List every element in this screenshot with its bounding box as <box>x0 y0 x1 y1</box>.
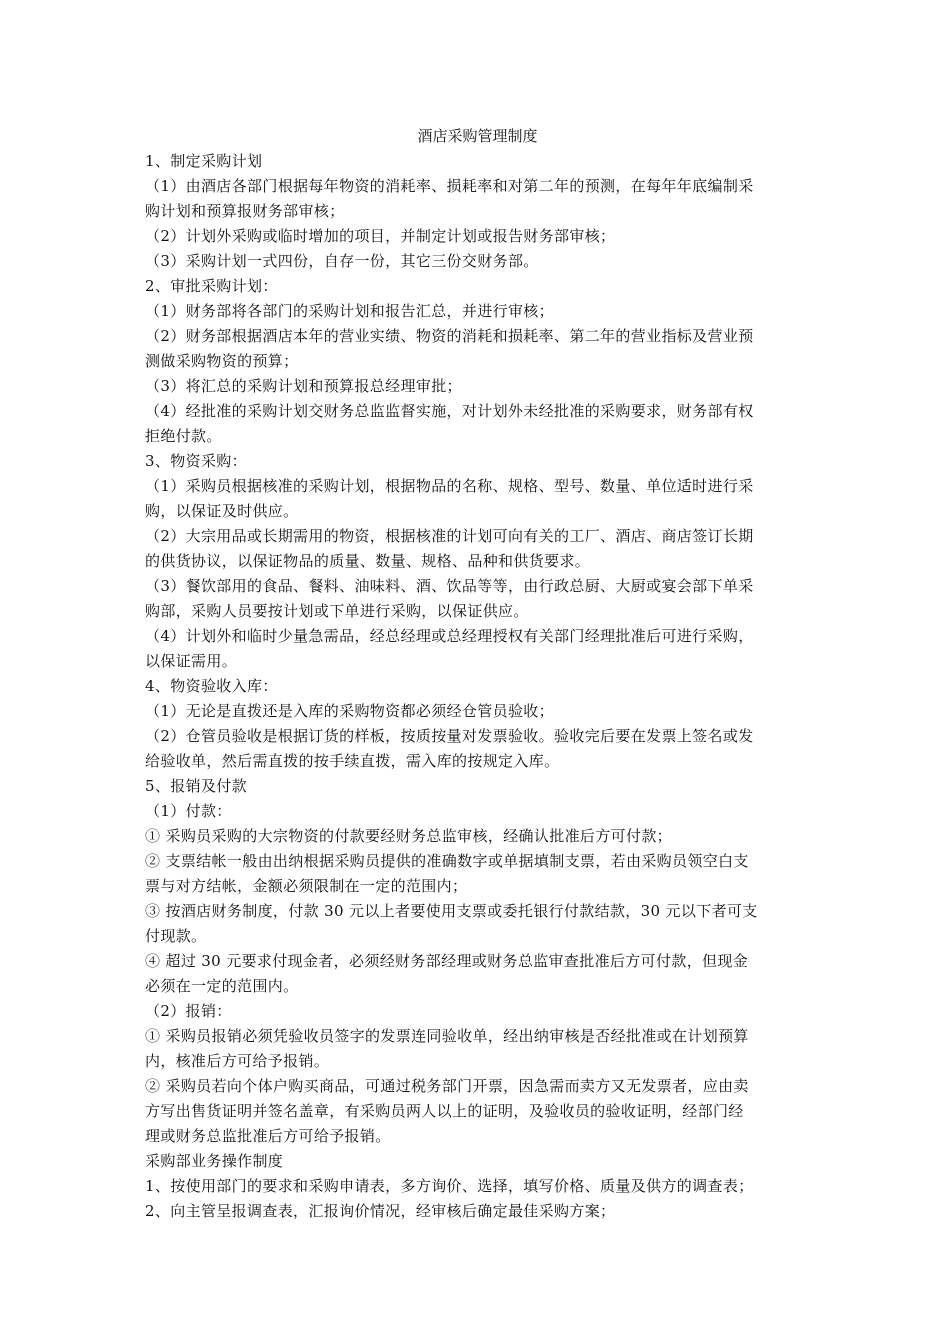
text-line: 采购部业务操作制度 <box>145 1152 284 1170</box>
text-line: （2）大宗用品或长期需用的物资，根据核准的计划可向有关的工厂、酒店、商店签订长期 <box>145 527 754 545</box>
text-line: 内，核准后方可给予报销。 <box>145 1052 330 1070</box>
text-line: （3）餐饮部用的食品、餐料、油味料、酒、饮品等等，由行政总厨、大厨或宴会部下单采 <box>145 577 754 595</box>
text-line: 给验收单，然后需直拨的按手续直拨，需入库的按规定入库。 <box>145 752 560 770</box>
text-line: 1、制定采购计划 <box>145 152 263 170</box>
text-line: 方写出售货证明并签名盖章，有采购员两人以上的证明，及验收员的验收证明，经部门经 <box>145 1102 744 1120</box>
text-line: 付现款。 <box>145 927 207 945</box>
text-line: ② 采购员若向个体户购买商品，可通过税务部门开票，因急需而卖方又无发票者，应由卖 <box>145 1077 749 1095</box>
text-line: 拒绝付款。 <box>145 427 222 445</box>
text-line: ③ 按酒店财务制度，付款 30 元以上者要使用支票或委托银行付款结款，30 元以下者可支 <box>145 902 758 920</box>
text-line: （1）由酒店各部门根据每年物资的消耗率、损耗率和对第二年的预测，在每年年底编制采 <box>145 177 754 195</box>
text-line: ④ 超过 30 元要求付现金者，必须经财务部经理或财务总监审查批准后方可付款，但现金 <box>145 952 749 970</box>
text-line: 必须在一定的范围内。 <box>145 977 299 995</box>
document-body <box>145 149 810 1224</box>
text-line: 的供货协议，以保证物品的质量、数量、规格、品种和供货要求。 <box>145 552 591 570</box>
text-line: 2、向主管呈报调查表，汇报询价情况，经审核后确定最佳采购方案； <box>145 1202 616 1220</box>
text-line: （2）报销： <box>145 1002 232 1020</box>
text-line: 购部，采购人员要按计划或下单进行采购，以保证供应。 <box>145 602 529 620</box>
text-line: （3）将汇总的采购计划和预算报总经理审批； <box>145 377 462 395</box>
document-page <box>145 124 810 1224</box>
text-line: 3、物资采购： <box>145 452 247 470</box>
text-line: ② 支票结帐一般由出纳根据采购员提供的准确数字或单据填制支票，若由采购员领空白支 <box>145 852 749 870</box>
text-line: （2）仓管员验收是根据订货的样板，按质按量对发票验收。验收完后要在发票上签名或发 <box>145 727 754 745</box>
text-line: 以保证需用。 <box>145 652 238 670</box>
text-line: 票与对方结帐，金额必须限制在一定的范围内； <box>145 877 468 895</box>
document-title: 酒店采购管理制度 <box>417 127 538 145</box>
text-line: （1）采购员根据核准的采购计划，根据物品的名称、规格、型号、数量、单位适时进行采 <box>145 477 754 495</box>
text-line: 2、审批采购计划： <box>145 277 278 295</box>
text-line: 1、按使用部门的要求和采购申请表，多方询价、选择，填写价格、质量及供方的调查表； <box>145 1177 754 1195</box>
text-line: 5、报销及付款 <box>145 777 247 795</box>
text-line: 测做采购物资的预算； <box>145 352 299 370</box>
text-line: 理或财务总监批准后方可给予报销。 <box>145 1127 391 1145</box>
text-line: 购计划和预算报财务部审核； <box>145 202 345 220</box>
text-line: （3）采购计划一式四份，自存一份，其它三份交财务部。 <box>145 252 539 270</box>
text-line: 购，以保证及时供应。 <box>145 502 299 520</box>
text-line: （2）财务部根据酒店本年的营业实绩、物资的消耗和损耗率、第二年的营业指标及营业预 <box>145 327 754 345</box>
text-line: ① 采购员报销必须凭验收员签字的发票连同验收单，经出纳审核是否经批准或在计划预算 <box>145 1027 749 1045</box>
text-line: 4、物资验收入库： <box>145 677 278 695</box>
text-line: （2）计划外采购或临时增加的项目，并制定计划或报告财务部审核； <box>145 227 616 245</box>
text-line: （1）财务部将各部门的采购计划和报告汇总，并进行审核； <box>145 302 554 320</box>
text-line: ① 采购员采购的大宗物资的付款要经财务总监审核，经确认批准后方可付款； <box>145 827 673 845</box>
text-line: （1）付款： <box>145 802 232 820</box>
text-line: （4）计划外和临时少量急需品，经总经理或总经理授权有关部门经理批准后可进行采购， <box>145 627 754 645</box>
text-line: （1）无论是直拨还是入库的采购物资都必须经仓管员验收； <box>145 702 554 720</box>
text-line: （4）经批准的采购计划交财务总监监督实施，对计划外未经批准的采购要求，财务部有权 <box>145 402 754 420</box>
